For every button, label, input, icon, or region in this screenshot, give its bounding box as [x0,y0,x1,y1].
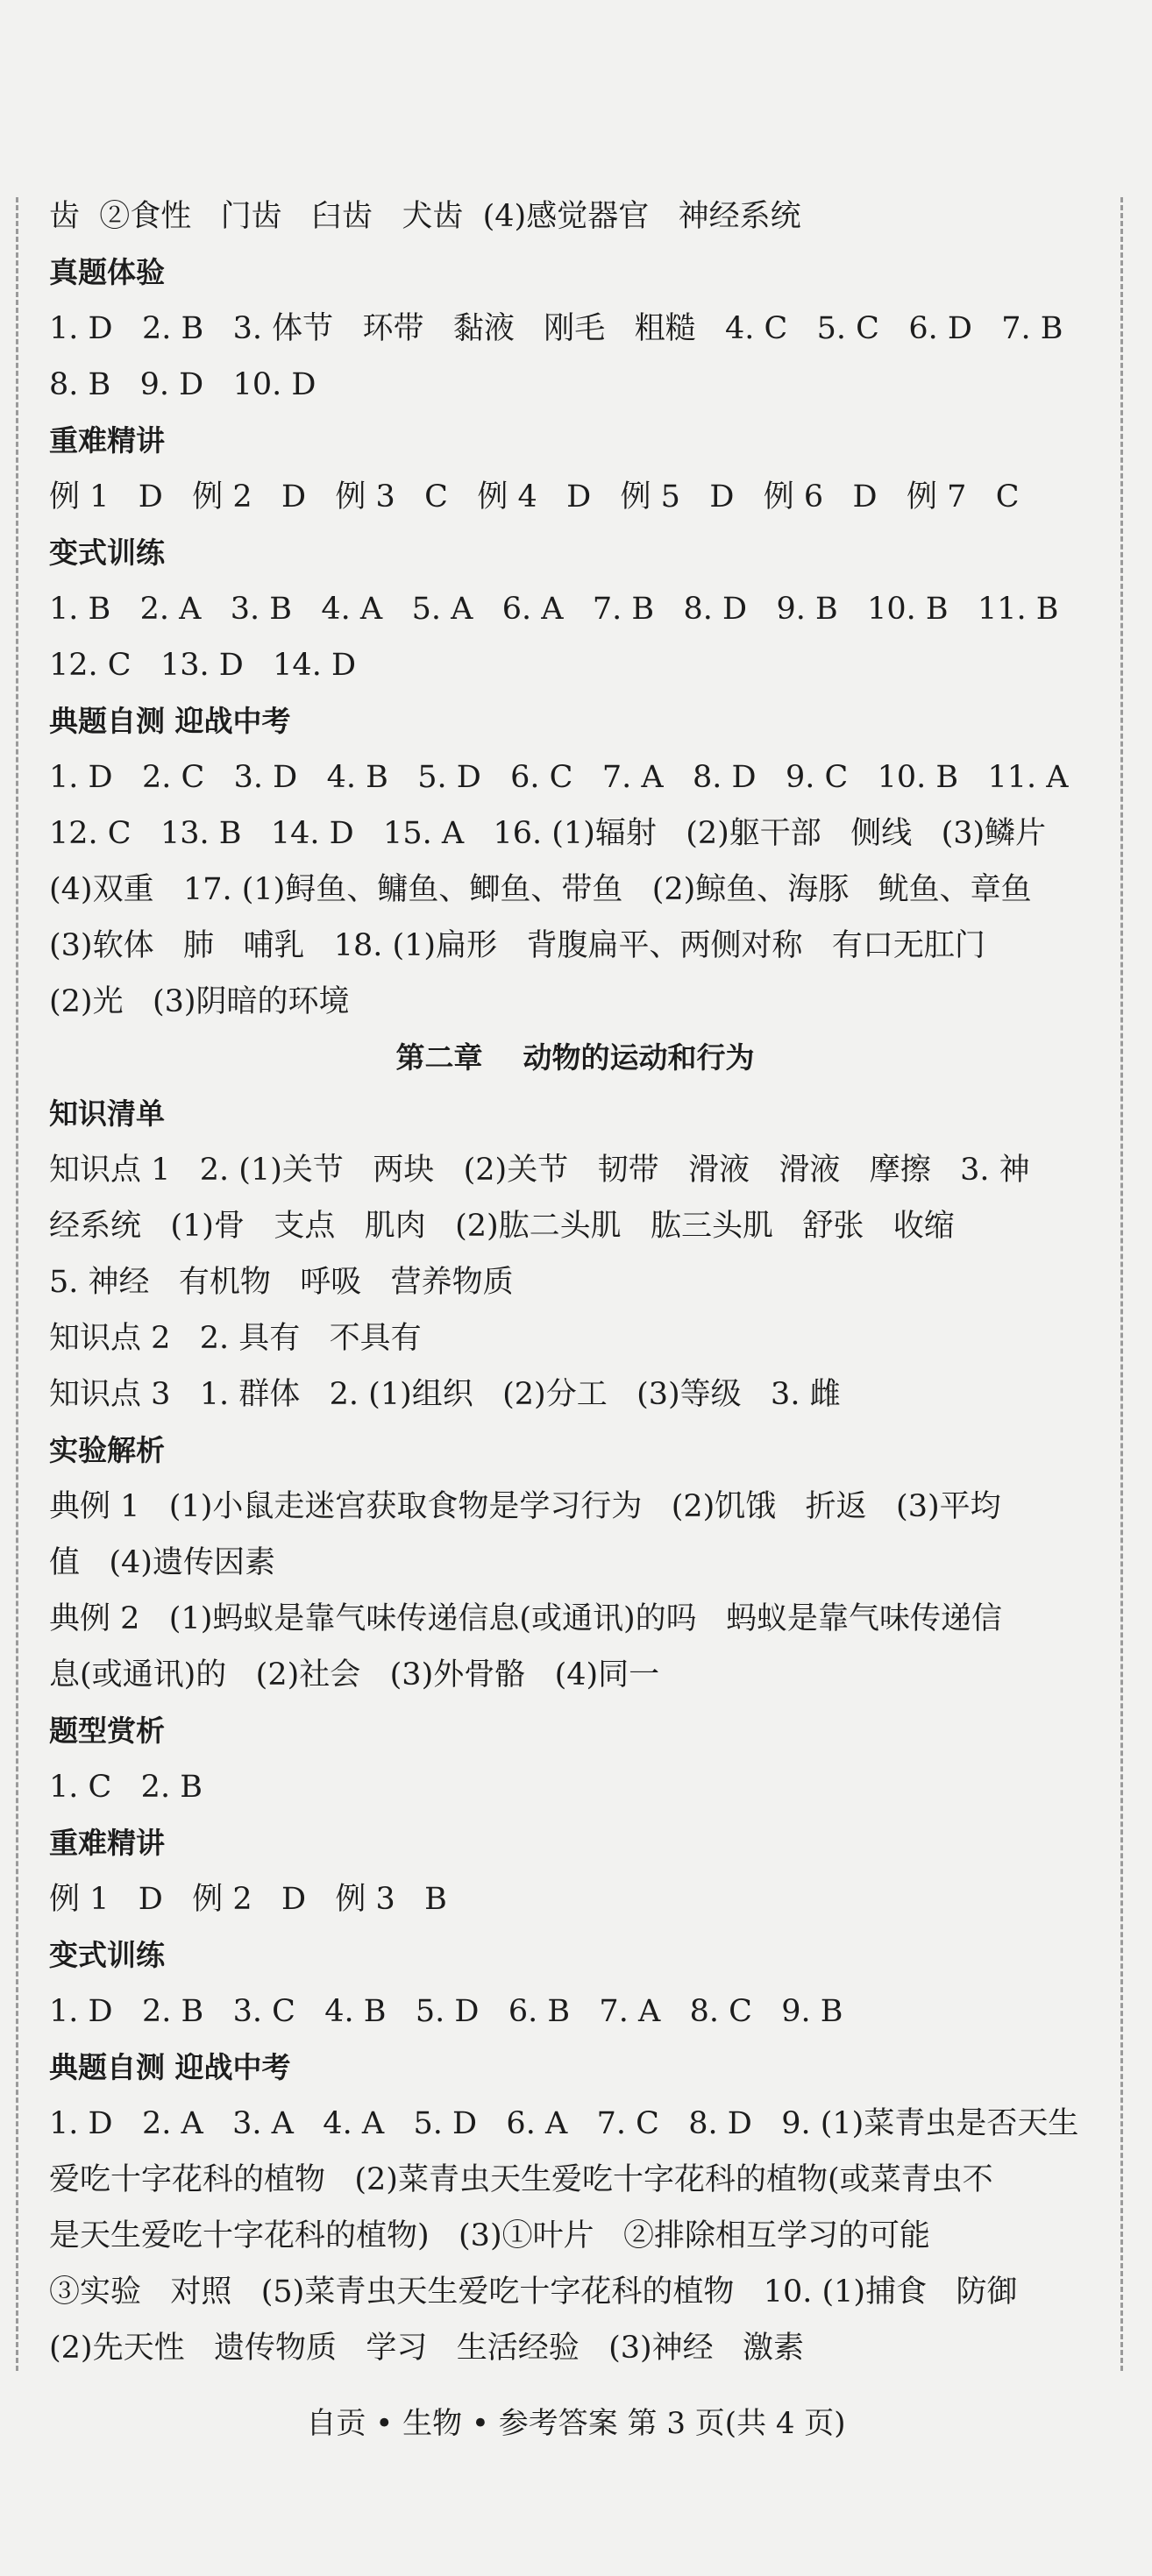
answer-line: 值 (4)遗传因素 [49,1545,275,1580]
answer-line: 5. 神经 有机物 呼吸 营养物质 [49,1265,514,1300]
answer-line: 1. D 2. A 3. A 4. A 5. D 6. A 7. C 8. D 9. (1)菜青虫是否天生 [49,2106,1079,2141]
chapter-title: 第二章 动物的运动和行为 [395,1040,755,1075]
section-heading: 知识清单 [49,1096,165,1131]
answer-line: 1. B 2. A 3. B 4. A 5. A 6. A 7. B 8. D 9. B 10. B 11. B [49,592,1059,627]
section-heading: 真题体验 [49,255,165,289]
answer-line: 是天生爱吃十字花科的植物) (3)①叶片 ②排除相互学习的可能 [49,2218,930,2253]
answer-line: (3)软体 肺 哺乳 18. (1)扁形 背腹扁平、两侧对称 有口无肛门 [49,928,985,963]
answer-line: 1. D 2. B 3. C 4. B 5. D 6. B 7. A 8. C 9. B [49,1994,843,2029]
answer-line: 1. D 2. C 3. D 4. B 5. D 6. C 7. A 8. D 9. C 10. B 11. A [49,760,1069,795]
answer-line: 知识点 3 1. 群体 2. (1)组织 (2)分工 (3)等级 3. 雌 [49,1377,841,1412]
right-dashed-margin [1120,197,1123,2371]
answer-line: 例 1 D 例 2 D 例 3 C 例 4 D 例 5 D 例 6 D 例 7 C [49,479,1020,514]
answer-line: ③实验 对照 (5)菜青虫天生爱吃十字花科的植物 10. (1)捕食 防御 [49,2274,1018,2310]
section-heading: 变式训练 [49,1938,165,1972]
answer-line: 典例 1 (1)小鼠走迷宫获取食物是学习行为 (2)饥饿 折返 (3)平均 [49,1489,1001,1524]
answer-line: 例 1 D 例 2 D 例 3 B [49,1882,447,1917]
page-footer: 自贡 • 生物 • 参考答案 第 3 页(共 4 页) [306,2406,846,2441]
answer-line: (4)双重 17. (1)鲟鱼、鳙鱼、鲫鱼、带鱼 (2)鲸鱼、海豚 鱿鱼、章鱼 [49,872,1032,907]
section-heading: 实验解析 [49,1433,165,1467]
answer-line: 爱吃十字花科的植物 (2)菜青虫天生爱吃十字花科的植物(或菜青虫不 [49,2162,993,2197]
answer-line: 齿 ②食性 门齿 臼齿 犬齿 (4)感觉器官 神经系统 [49,199,801,234]
left-dashed-margin [16,197,18,2371]
answer-line: 12. C 13. B 14. D 15. A 16. (1)辐射 (2)躯干部 侧线 (3)鳞片 [49,816,1047,851]
section-heading: 典题自测 迎战中考 [49,2050,291,2084]
section-heading: 重难精讲 [49,1826,165,1860]
answer-line: 知识点 1 2. (1)关节 两块 (2)关节 韧带 滑液 滑液 摩擦 3. 神 [49,1153,1030,1188]
answer-line: 12. C 13. D 14. D [49,648,357,683]
answer-line: (2)光 (3)阴暗的环境 [49,984,350,1019]
answer-line: 经系统 (1)骨 支点 肌肉 (2)肱二头肌 肱三头肌 舒张 收缩 [49,1209,955,1244]
section-heading: 重难精讲 [49,423,165,458]
answer-line: (2)先天性 遗传物质 学习 生活经验 (3)神经 激素 [49,2331,805,2366]
answer-line: 典例 2 (1)蚂蚁是靠气味传递信息(或通讯)的吗 蚂蚁是靠气味传递信 [49,1601,1003,1636]
section-heading: 典题自测 迎战中考 [49,704,291,738]
section-heading: 变式训练 [49,536,165,570]
answer-content [49,188,1101,2376]
answer-line: 1. C 2. B [49,1770,203,1805]
section-heading: 题型赏析 [49,1714,165,1748]
answer-line: 知识点 2 2. 具有 不具有 [49,1321,422,1356]
answer-line: 8. B 9. D 10. D [49,367,316,402]
answer-line: 1. D 2. B 3. 体节 环带 黏液 刚毛 粗糙 4. C 5. C 6. D 7. B [49,311,1063,346]
answer-line: 息(或通讯)的 (2)社会 (3)外骨骼 (4)同一 [49,1657,660,1692]
